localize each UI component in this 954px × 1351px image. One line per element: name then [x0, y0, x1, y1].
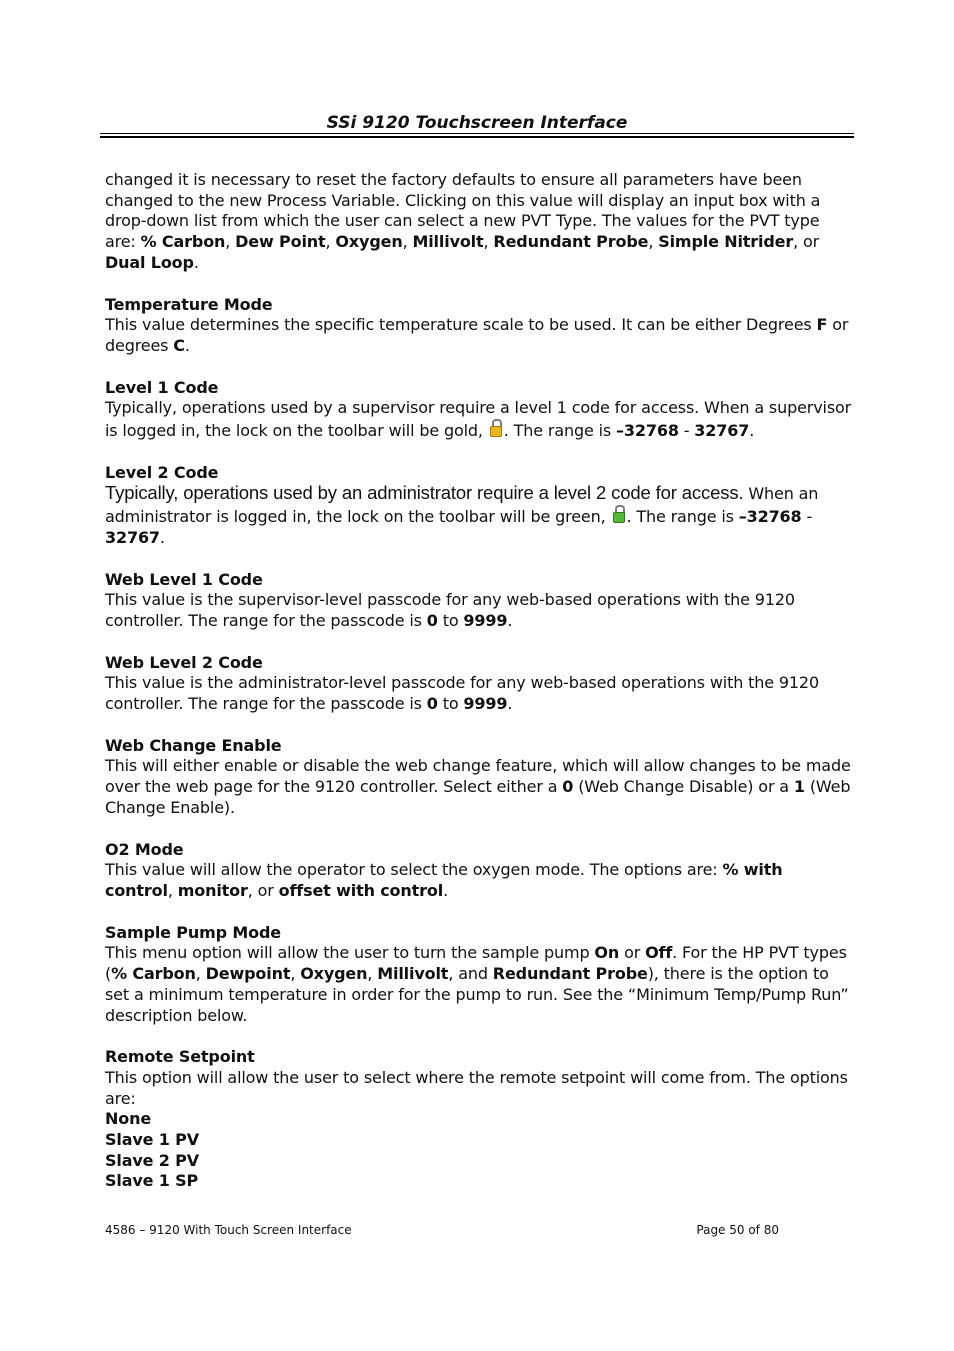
lock-icon [490, 419, 502, 437]
section-text: This value determines the specific temperature scale to be used. It can be either Degrees F or degrees C. [105, 315, 849, 355]
section-heading: Level 2 Code [105, 462, 219, 482]
section-text: This value is the supervisor-level passcode for any web-based operations with the 9120 controller. The range for the passcode is 0 to 9999. [105, 590, 795, 630]
section-web-level-2-code [105, 653, 853, 715]
list-item: Slave 2 PV [105, 1150, 199, 1170]
section-heading: Web Change Enable [105, 735, 282, 755]
section-heading: Remote Setpoint [105, 1047, 255, 1067]
section-heading: Web Level 2 Code [105, 652, 263, 672]
section-level-1-code [105, 378, 853, 442]
list-item: Slave 1 PV [105, 1130, 199, 1150]
intro-paragraph: changed it is necessary to reset the factory defaults to ensure all parameters have been changed to the new Process Variable. Clicking on this value will display an input box with a drop-down list from which the user can select a new PVT Type. The values for the PVT type are: % Carbon, Dew Point, Oxygen, Millivolt, Redundant Probe, Simple Nitrider, or Dual Loop. [105, 170, 821, 272]
section-sample-pump-mode [105, 923, 853, 1027]
section-text: This option will allow the user to select where the remote setpoint will come from. The options are: [105, 1067, 848, 1108]
section-text: This will either enable or disable the web change feature, which will allow changes to be made over the web page for the 9120 controller. Select either a 0 (Web Change Disable) or a 1 (Web Change Enable). [105, 756, 851, 817]
section-text: This value is the administrator-level passcode for any web-based operations with the 9120 controller. The range for the passcode is 0 to 9999. [105, 673, 819, 714]
footer-document-id: 4586 – 9120 With Touch Screen Interface [105, 1223, 352, 1237]
section-text: Typically, operations used by an administrator require a level 2 code for access. When an administrator is logged in, the lock on the toolbar will be green, . The range is –32768 - 32767. [105, 482, 819, 547]
list-item: Slave 1 SP [105, 1171, 199, 1191]
document-body [105, 170, 853, 1192]
section-temperature-mode [105, 295, 853, 357]
header-rule-thick [100, 136, 854, 138]
section-web-change-enable [105, 736, 853, 819]
section-heading: O2 Mode [105, 839, 184, 859]
section-text: Typically, operations used by a supervisor require a level 1 code for access. When a supervisor is logged in, the lock on the toolbar will be gold, . The range is –32768 - 32767. [105, 398, 852, 441]
page-header-title: SSi 9120 Touchscreen Interface [326, 113, 628, 133]
section-heading: Temperature Mode [105, 294, 273, 314]
section-o2-mode [105, 840, 853, 902]
section-web-level-1-code [105, 570, 853, 632]
header-rule-thin [100, 133, 854, 134]
section-heading: Level 1 Code [105, 377, 219, 397]
section-heading: Web Level 1 Code [105, 569, 263, 589]
list-item: None [105, 1109, 152, 1129]
footer-page-number: Page 50 of 80 [696, 1223, 779, 1237]
section-text: This value will allow the operator to select the oxygen mode. The options are: % with control, monitor, or offset with control. [105, 860, 783, 900]
lock-icon [613, 505, 625, 523]
section-remote-setpoint [105, 1047, 853, 1192]
section-text: This menu option will allow the user to turn the sample pump On or Off. For the HP PVT types (% Carbon, Dewpoint, Oxygen, Millivolt, and Redundant Probe), there is the option to set a minimum temperature in order for the pump to run. See the “Minimum Temp/Pump Run” description below. [105, 943, 849, 1025]
section-heading: Sample Pump Mode [105, 922, 281, 942]
section-level-2-code [105, 463, 853, 549]
